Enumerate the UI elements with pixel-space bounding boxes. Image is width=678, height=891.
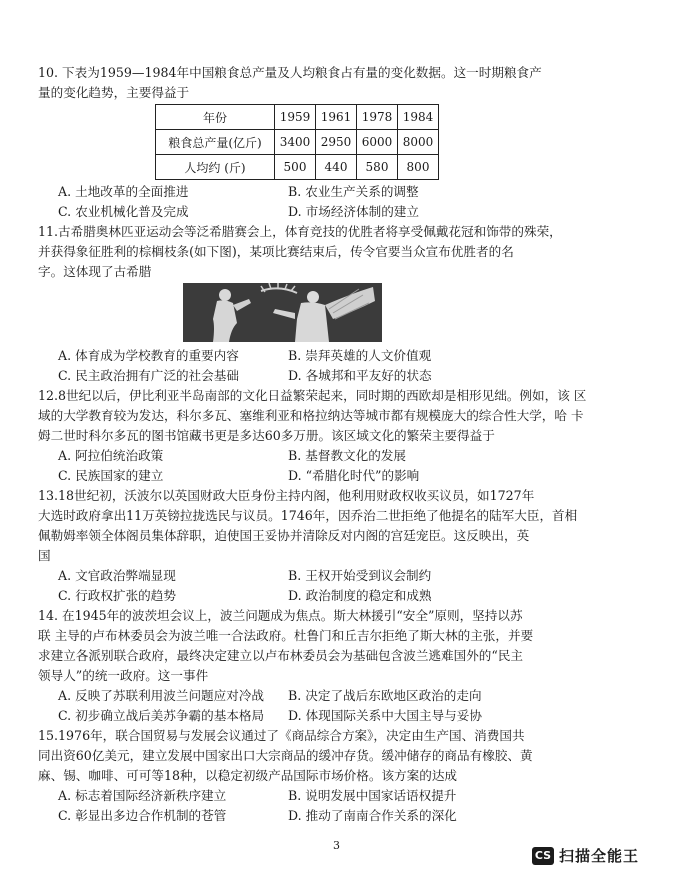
table-row-label: 粮食总产量(亿斤) xyxy=(156,130,275,155)
table-header-year: 年份 xyxy=(156,105,275,130)
q11-stem-line3: 字。这体现了古希腊 xyxy=(38,264,152,279)
q11-stem-line2: 并获得象征胜利的棕榈枝条(如下图)，某项比赛结束后，传令官要当众宣布优胜者的名 xyxy=(38,244,514,259)
question-12 xyxy=(38,386,644,446)
camscanner-logo-icon: CS xyxy=(532,847,554,865)
q10-option-c[interactable]: C. 农业机械化普及完成 xyxy=(58,204,189,219)
q13-option-a[interactable]: A. 文官政治弊端显现 xyxy=(58,568,176,583)
q14-option-d[interactable]: D. 体现国际关系中大国主导与妥协 xyxy=(288,708,482,723)
question-15 xyxy=(38,726,644,786)
question-10 xyxy=(38,63,644,103)
table-cell: 6000 xyxy=(357,130,398,155)
table-cell: 580 xyxy=(357,155,398,180)
table-row xyxy=(156,105,439,130)
q11-option-c[interactable]: C. 民主政治拥有广泛的社会基础 xyxy=(58,368,239,383)
q12-stem-line1: 12.8世纪以后，伊比利亚半岛南部的文化日益繁荣起来，同时期的西欧却是相形见绌。例如，该 区 xyxy=(38,388,587,403)
q11-option-b[interactable]: B. 崇拜英雄的人文价值观 xyxy=(288,348,432,363)
vase-painting-illustration xyxy=(183,283,382,342)
q15-option-a[interactable]: A. 标志着国际经济新秩序建立 xyxy=(58,788,227,803)
table-cell: 1959 xyxy=(275,105,316,130)
q13-stem-line3: 佩勒姆率领全体阁员集体辞职，迫使国王妥协并清除反对内阁的宫廷宠臣。这反映出，英 xyxy=(38,528,530,543)
table-cell: 2950 xyxy=(316,130,357,155)
q12-options xyxy=(58,446,618,486)
q14-stem-line4: 领导人”的统一政府。这一事件 xyxy=(38,668,209,683)
q11-option-a[interactable]: A. 体育成为学校教育的重要内容 xyxy=(58,348,239,363)
table-row xyxy=(156,155,439,180)
greek-vase-painting-image xyxy=(183,283,382,342)
question-13 xyxy=(38,486,644,566)
q15-option-d[interactable]: D. 推动了南南合作关系的深化 xyxy=(288,808,457,823)
q12-option-c[interactable]: C. 民族国家的建立 xyxy=(58,468,164,483)
q12-option-a[interactable]: A. 阿拉伯统治政策 xyxy=(58,448,164,463)
table-cell: 1984 xyxy=(398,105,439,130)
q14-option-b[interactable]: B. 决定了战后东欧地区政治的走向 xyxy=(288,688,482,703)
q13-stem-line4: 国 xyxy=(38,548,51,563)
q15-stem-line1: 15.1976年，联合国贸易与发展会议通过了《商品综合方案》，决定由生产国、消费国共 xyxy=(38,728,525,743)
q12-stem-line2: 域的大学教育较为发达，科尔多瓦、塞维利亚和格拉纳达等城市都有规模庞大的综合性大学，哈 卡 xyxy=(38,408,584,423)
table-cell: 1978 xyxy=(357,105,398,130)
q12-stem-line3: 姆二世时科尔多瓦的图书馆藏书更是多达60多万册。该区域文化的繁荣主要得益于 xyxy=(38,428,495,443)
q13-option-b[interactable]: B. 王权开始受到议会制约 xyxy=(288,568,432,583)
q13-option-c[interactable]: C. 行政权扩张的趋势 xyxy=(58,588,176,603)
question-14 xyxy=(38,606,644,686)
q10-stem-line2: 量的变化趋势，主要得益于 xyxy=(38,85,190,100)
q15-option-b[interactable]: B. 说明发展中国家话语权提升 xyxy=(288,788,457,803)
q10-option-b[interactable]: B. 农业生产关系的调整 xyxy=(288,184,419,199)
q11-stem-line1: 11.古希腊奥林匹亚运动会等泛希腊赛会上，体育竞技的优胜者将享受佩戴花冠和饰带的殊荣， xyxy=(38,224,562,239)
q10-options xyxy=(58,182,618,222)
q10-option-d[interactable]: D. 市场经济体制的建立 xyxy=(288,204,419,219)
question-11 xyxy=(38,222,644,282)
camscanner-logo-text: 扫描全能王 xyxy=(559,847,640,865)
table-cell: 8000 xyxy=(398,130,439,155)
q13-options xyxy=(58,566,618,606)
q15-stem-line2: 同出资60亿美元，建立发展中国家出口大宗商品的缓冲存货。缓冲储存的商品有橡胶、黄 xyxy=(38,748,533,763)
table-cell: 500 xyxy=(275,155,316,180)
q15-options xyxy=(58,786,618,826)
q10-stem-line1: 10. 下表为1959—1984年中国粮食总产量及人均粮食占有量的变化数据。这一时期粮食产 xyxy=(38,65,542,80)
q10-option-a[interactable]: A. 土地改革的全面推进 xyxy=(58,184,189,199)
table-cell: 1961 xyxy=(316,105,357,130)
q13-stem-line2: 大选时政府拿出11万英镑拉拢选民与议员。1746年，因乔治二世拒绝了他提名的陆军大臣，首相 xyxy=(38,508,578,523)
q14-stem-line1: 14. 在1945年的波茨坦会议上，波兰问题成为焦点。斯大林援引“安全”原则，坚持以苏 xyxy=(38,608,523,623)
table-cell: 3400 xyxy=(275,130,316,155)
q15-option-c[interactable]: C. 彰显出多边合作机制的苍管 xyxy=(58,808,227,823)
table-row-label: 人均约 (斤) xyxy=(156,155,275,180)
camscanner-watermark xyxy=(532,845,639,866)
q11-option-d[interactable]: D. 各城邦和平友好的状态 xyxy=(288,368,432,383)
q13-stem-line1: 13.18世纪初，沃波尔以英国财政大臣身份主持内阁，他利用财政权收买议员，如1727年 xyxy=(38,488,535,503)
q13-option-d[interactable]: D. 政治制度的稳定和成熟 xyxy=(288,588,432,603)
q15-stem-line3: 麻、锡、咖啡、可可等18种，以稳定初级产品国际市场价格。该方案的达成 xyxy=(38,768,458,783)
page-number: 3 xyxy=(333,839,340,852)
table-cell: 440 xyxy=(316,155,357,180)
q11-options xyxy=(58,346,618,386)
table-row xyxy=(156,130,439,155)
q14-stem-line2: 联 主导的卢布林委员会为波兰唯一合法政府。杜鲁门和丘吉尔拒绝了斯大林的主张，并要 xyxy=(38,628,534,643)
q14-option-c[interactable]: C. 初步确立战后美苏争霸的基本格局 xyxy=(58,708,265,723)
q14-stem-line3: 求建立各派别联合政府，最终决定建立以卢布林委员会为基础包含波兰逃难国外的“民主 xyxy=(38,648,524,663)
table-cell: 800 xyxy=(398,155,439,180)
q12-option-b[interactable]: B. 基督教文化的发展 xyxy=(288,448,407,463)
q12-option-d[interactable]: D. “希腊化时代”的影响 xyxy=(288,468,420,483)
q14-option-a[interactable]: A. 反映了苏联利用波兰问题应对冷战 xyxy=(58,688,265,703)
q14-options xyxy=(58,686,618,726)
grain-data-table xyxy=(155,104,439,180)
